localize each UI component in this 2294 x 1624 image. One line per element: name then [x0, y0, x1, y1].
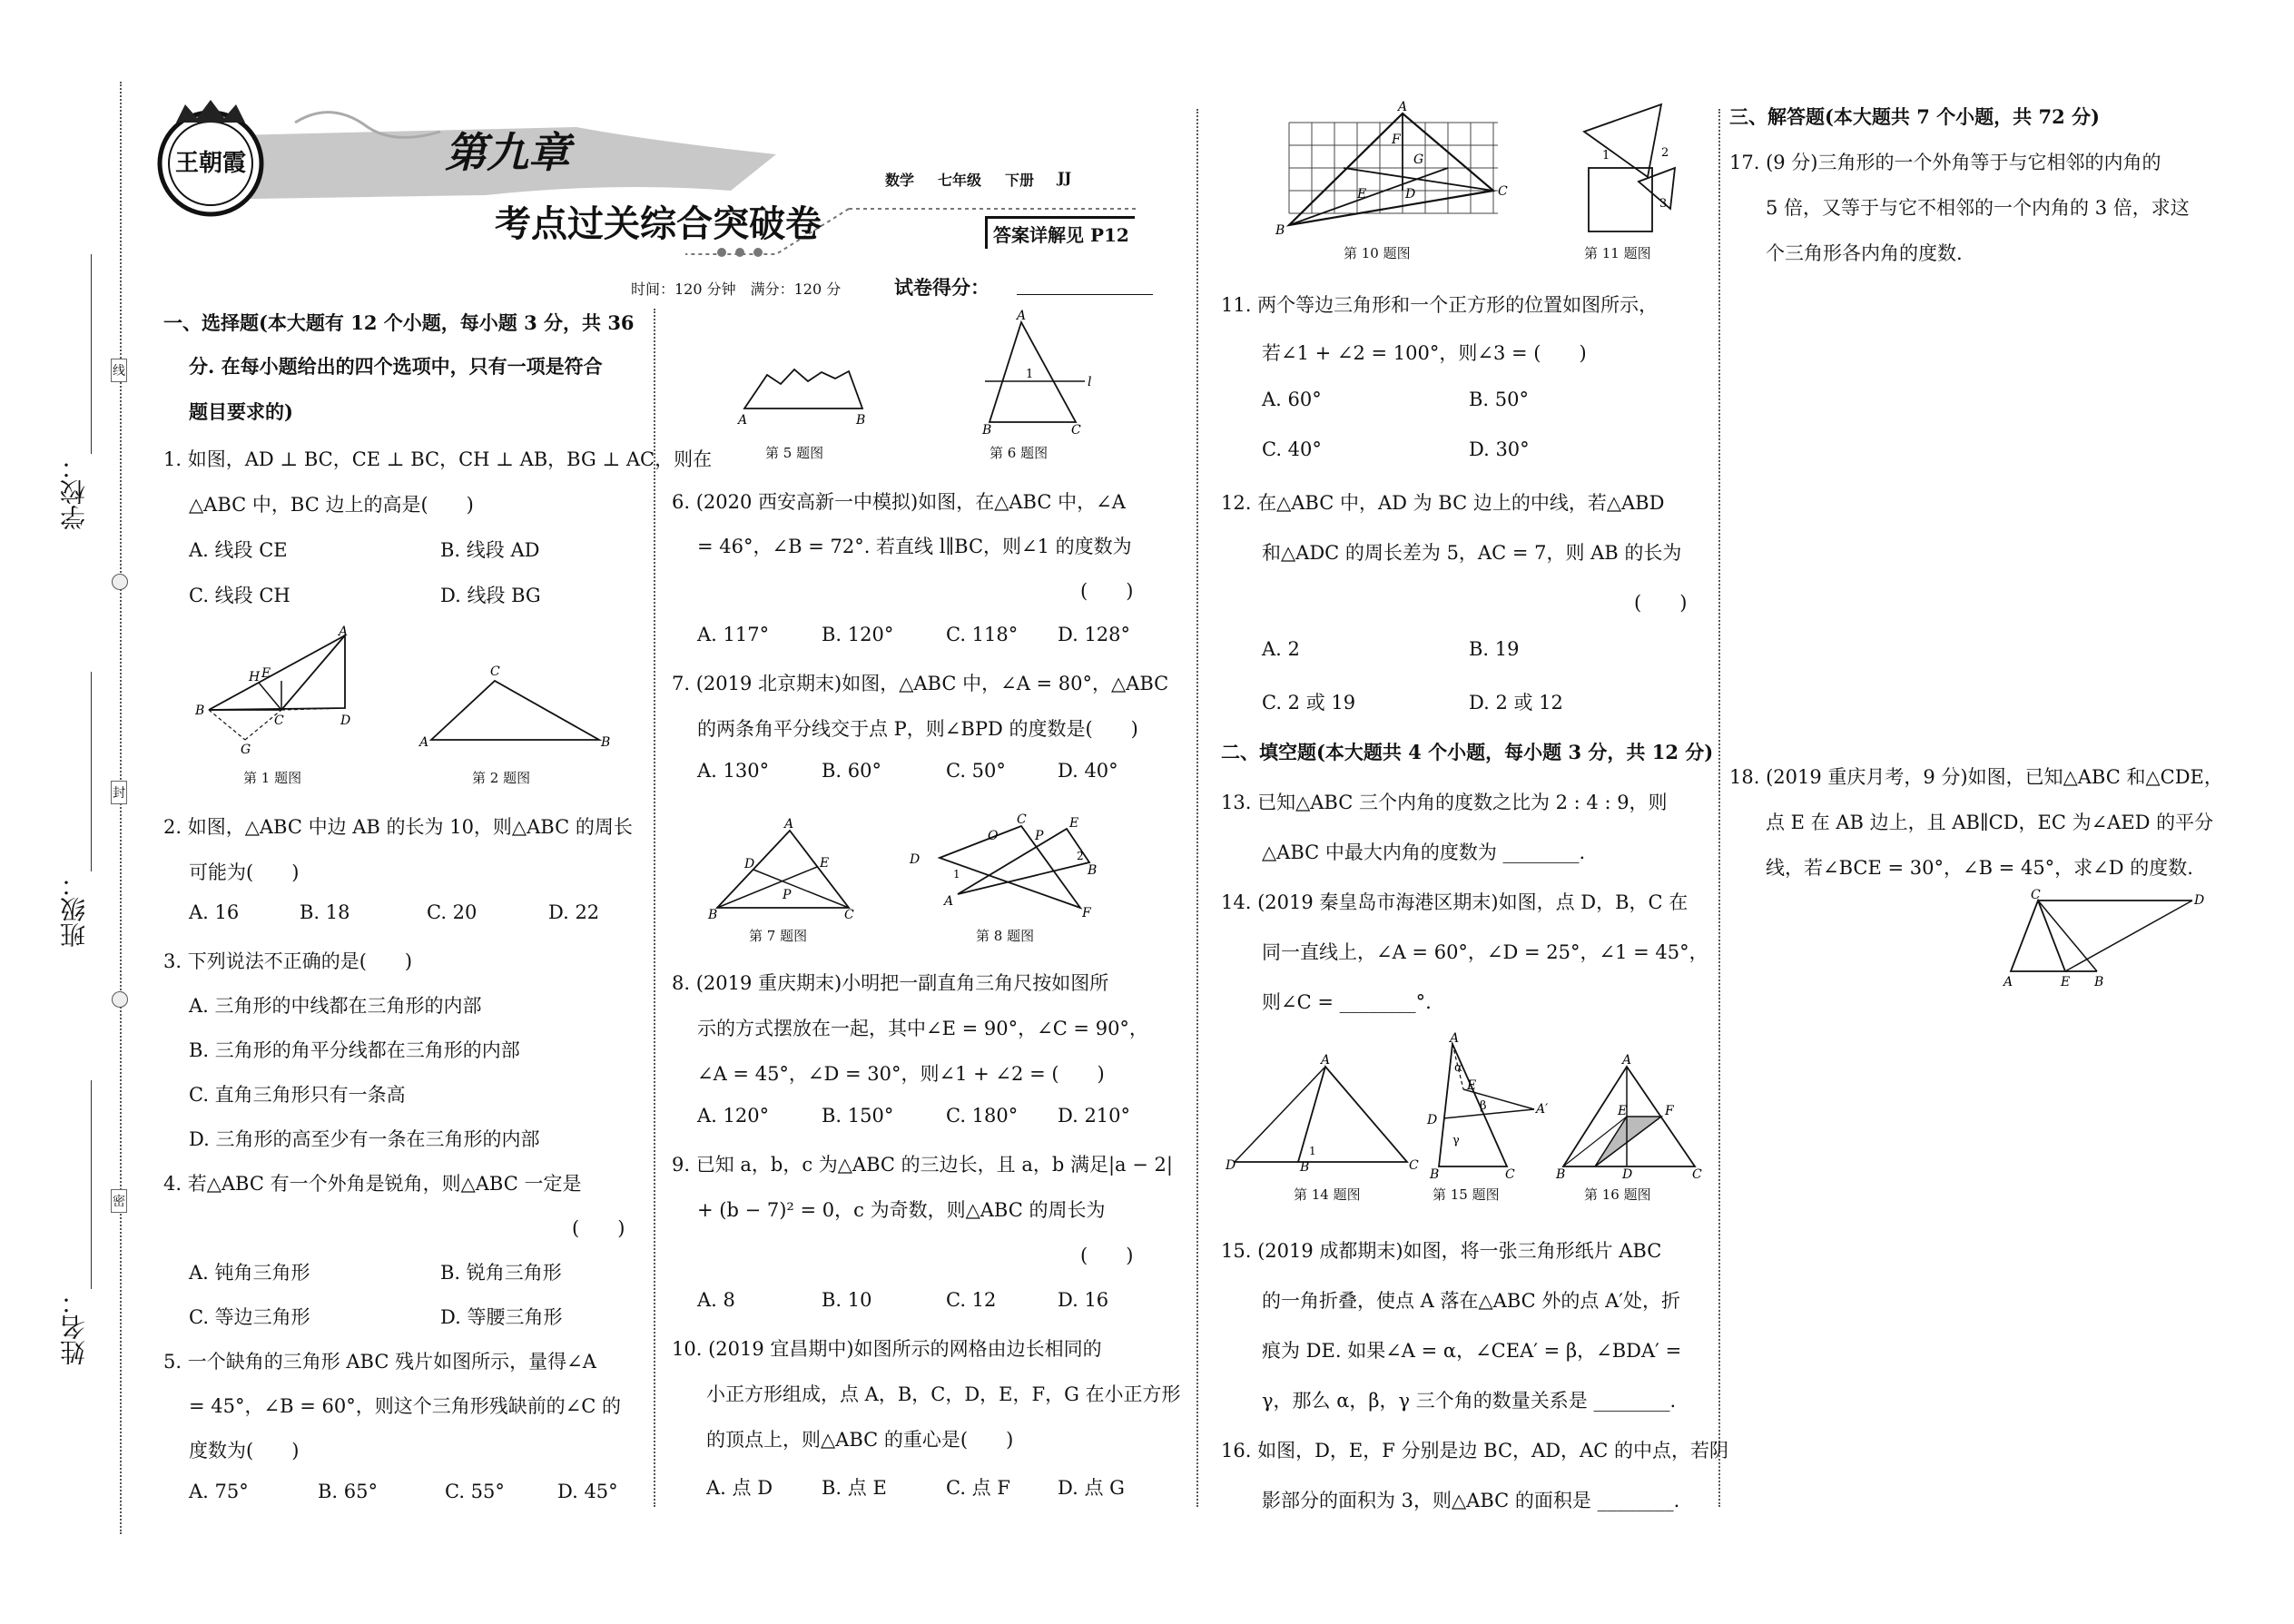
svg-text:C: C — [2031, 888, 2041, 902]
class-label: 班级： — [59, 871, 89, 948]
q4-paren: ( ) — [572, 1217, 625, 1239]
svg-text:2: 2 — [1661, 146, 1669, 160]
q4-option-b: B. 锐角三角形 — [440, 1262, 562, 1284]
q8-option-b: B. 150° — [822, 1105, 894, 1127]
svg-text:2: 2 — [1077, 850, 1084, 862]
sec1-title-l2: 分. 在每小题给出的四个选项中，只有一项是符合 — [189, 355, 603, 378]
svg-text:E: E — [2061, 975, 2071, 989]
q10-l3: 的顶点上，则△ABC 的重心是( ) — [706, 1429, 1014, 1451]
q9-option-b: B. 10 — [822, 1289, 872, 1311]
q12-option-a: A. 2 — [1262, 638, 1300, 660]
figure-q16 — [1554, 1053, 1708, 1180]
figure-q6-caption: 第 6 题图 — [989, 445, 1049, 461]
svg-text:P: P — [1035, 829, 1044, 843]
svg-text:D: D — [1226, 1158, 1236, 1173]
q14-l1: 14. (2019 秦皇岛市海港区期末)如图，点 D，B，C 在 — [1221, 891, 1689, 913]
q7-option-d: D. 40° — [1058, 760, 1118, 782]
time-score: 时间：120 分钟 满分：120 分 — [631, 281, 842, 298]
q10-option-d: D. 点 G — [1058, 1477, 1125, 1499]
q8-option-a: A. 120° — [697, 1105, 770, 1127]
q4-option-c: C. 等边三角形 — [189, 1306, 310, 1328]
svg-text:E: E — [820, 856, 830, 871]
binding-hole-1 — [112, 574, 128, 590]
svg-text:F: F — [1665, 1104, 1674, 1118]
q17-l3: 个三角形各内角的度数. — [1766, 242, 1963, 264]
binding-hole-2 — [112, 991, 128, 1008]
svg-text:A: A — [1622, 1053, 1632, 1068]
q8-l3: ∠A = 45°，∠D = 30°，则∠1 + ∠2 = ( ) — [697, 1063, 1105, 1085]
sec2-title: 二、填空题(本大题共 4 个小题，每小题 3 分，共 12 分) — [1221, 741, 1714, 763]
q8-l1: 8. (2019 重庆期末)小明把一副直角三角尺按如图所 — [672, 972, 1109, 994]
q5-option-a: A. 75° — [189, 1481, 249, 1502]
q5-l3: 度数为( ) — [189, 1440, 300, 1462]
figure-q11 — [1580, 100, 1679, 236]
q9-l1: 9. 已知 a，b，c 为△ABC 的三边长，且 a，b 满足|a − 2| — [672, 1154, 1173, 1176]
svg-text:1: 1 — [953, 868, 960, 881]
figure-q8 — [908, 812, 1108, 921]
figure-q5 — [731, 359, 876, 431]
svg-text:C: C — [844, 908, 854, 922]
svg-text:D: D — [1405, 187, 1416, 202]
q6-option-a: A. 117° — [697, 624, 770, 645]
tags-row — [885, 169, 1071, 190]
binding-dotted-line — [120, 82, 122, 1534]
svg-text:D: D — [1622, 1167, 1633, 1182]
q8-option-c: C. 180° — [946, 1105, 1019, 1127]
figure-q7-caption: 第 7 题图 — [749, 928, 808, 944]
svg-text:E: E — [1618, 1104, 1628, 1118]
svg-text:A: A — [2004, 975, 2013, 989]
answer-reference: 答案详解见 P12 — [985, 216, 1135, 249]
sec1-title-l1: 一、选择题(本大题有 12 个小题，每小题 3 分，共 36 — [163, 311, 635, 334]
paper-title: 考点过关综合突破卷 — [495, 202, 822, 245]
q3-option-a: A. 三角形的中线都在三角形的内部 — [189, 995, 482, 1017]
q10-l2: 小正方形组成，点 A，B，C，D，E，F，G 在小正方形 — [706, 1383, 1181, 1405]
figure-q6 — [971, 309, 1098, 436]
q7-l1: 7. (2019 北京期末)如图，△ABC 中，∠A = 80°，△ABC — [672, 673, 1169, 694]
chapter-title: 第九章 — [445, 128, 570, 177]
figure-q14 — [1226, 1053, 1419, 1175]
svg-text:B: B — [601, 735, 611, 750]
q4-option-d: D. 等腰三角形 — [440, 1306, 563, 1328]
svg-text:A: A — [1321, 1053, 1331, 1068]
q5-option-c: C. 55° — [445, 1481, 505, 1502]
q2-option-b: B. 18 — [300, 901, 350, 923]
q12-paren: ( ) — [1634, 592, 1688, 614]
svg-text:A′: A′ — [1536, 1102, 1549, 1117]
q9-option-a: A. 8 — [697, 1289, 735, 1311]
q6-paren: ( ) — [1080, 580, 1134, 602]
q2-option-a: A. 16 — [189, 901, 240, 923]
q16-l2: 影部分的面积为 3，则△ABC 的面积是 ________. — [1262, 1490, 1680, 1511]
name-label: 姓名： — [59, 1289, 89, 1365]
sec1-title-l3: 题目要求的) — [189, 400, 293, 423]
q9-option-c: C. 12 — [946, 1289, 997, 1311]
q2-option-c: C. 20 — [427, 901, 478, 923]
q3-l1: 3. 下列说法不正确的是( ) — [163, 950, 413, 972]
q6-l2: = 46°，∠B = 72°. 若直线 l∥BC，则∠1 的度数为 — [697, 536, 1132, 557]
q1-l2: △ABC 中，BC 边上的高是( ) — [189, 494, 474, 516]
svg-text:B: B — [195, 704, 205, 718]
q18-l3: 线，若∠BCE = 30°，∠B = 45°，求∠D 的度数. — [1766, 857, 2193, 879]
q2-l1: 2. 如图，△ABC 中边 AB 的长为 10，则△ABC 的周长 — [163, 816, 633, 838]
svg-text:王朝霞: 王朝霞 — [174, 150, 247, 177]
svg-text:E: E — [1467, 1078, 1477, 1093]
tag-grade: 七年级 — [938, 172, 982, 189]
q12-l1: 12. 在△ABC 中，AD 为 BC 边上的中线，若△ABD — [1221, 492, 1665, 514]
q5-option-d: D. 45° — [557, 1481, 618, 1502]
svg-text:B: B — [856, 413, 866, 428]
figure-q11-caption: 第 11 题图 — [1584, 245, 1651, 261]
q12-option-c: C. 2 或 19 — [1262, 692, 1356, 714]
svg-text:A: A — [1398, 100, 1408, 114]
q12-option-b: B. 19 — [1469, 638, 1520, 660]
q8-option-d: D. 210° — [1058, 1105, 1131, 1127]
svg-text:C: C — [1498, 184, 1508, 199]
svg-text:1: 1 — [1026, 368, 1034, 381]
seal-mark-seal: 封 — [111, 781, 127, 804]
svg-text:F: F — [1392, 133, 1401, 147]
column-separator-1 — [654, 309, 655, 1507]
q9-paren: ( ) — [1080, 1245, 1134, 1266]
sec3-title: 三、解答题(本大题共 7 个小题，共 72 分) — [1729, 105, 2100, 128]
svg-text:E: E — [1357, 187, 1367, 202]
tag-volume: 下册 — [1005, 172, 1035, 189]
svg-text:G: G — [241, 743, 251, 757]
figure-q10 — [1271, 100, 1507, 236]
q1-option-b: B. 线段 AD — [440, 539, 540, 561]
q17-l2: 5 倍，又等于与它不相邻的一个内角的 3 倍，求这 — [1766, 197, 2190, 219]
paper-score-blank — [1017, 294, 1153, 295]
figure-q2 — [418, 663, 617, 753]
q12-l2: 和△ADC 的周长差为 5，AC = 7，则 AB 的长为 — [1262, 542, 1682, 564]
svg-text:B: B — [1088, 863, 1098, 878]
svg-text:1: 1 — [1309, 1145, 1316, 1157]
svg-text:B: B — [1430, 1167, 1440, 1182]
svg-text:D: D — [910, 852, 921, 867]
svg-text:C: C — [1692, 1167, 1702, 1182]
q11-l1: 11. 两个等边三角形和一个正方形的位置如图所示， — [1221, 294, 1659, 316]
q14-l3: 则∠C = ________°. — [1262, 991, 1432, 1013]
svg-text:B: B — [1300, 1160, 1310, 1175]
publisher-logo — [156, 100, 265, 218]
q4-option-a: A. 钝角三角形 — [189, 1262, 310, 1284]
q13-l2: △ABC 中最大内角的度数为 ________. — [1262, 842, 1586, 863]
figure-q15-caption: 第 15 题图 — [1433, 1186, 1500, 1203]
svg-text:G: G — [1413, 153, 1424, 167]
q18-l2: 点 E 在 AB 边上，且 AB∥CD，EC 为∠AED 的平分 — [1766, 812, 2214, 833]
svg-text:D: D — [2194, 893, 2205, 908]
school-label: 学校： — [59, 454, 89, 530]
q14-l2: 同一直线上，∠A = 60°，∠D = 25°，∠1 = 45°， — [1262, 941, 1708, 963]
q1-option-d: D. 线段 BG — [440, 585, 541, 606]
column-separator-3 — [1718, 109, 1720, 1507]
q4-l1: 4. 若△ABC 有一个外角是锐角，则△ABC 一定是 — [163, 1173, 582, 1195]
figure-q1-caption: 第 1 题图 — [243, 770, 302, 786]
q6-option-d: D. 128° — [1058, 624, 1131, 645]
figure-q5-caption: 第 5 题图 — [765, 445, 824, 461]
svg-text:E: E — [1069, 816, 1079, 831]
tag-subject: 数学 — [885, 172, 915, 189]
q7-option-b: B. 60° — [822, 760, 882, 782]
figure-q8-caption: 第 8 题图 — [976, 928, 1035, 944]
svg-text:γ: γ — [1452, 1134, 1460, 1147]
figure-q14-caption: 第 14 题图 — [1294, 1186, 1361, 1203]
q10-option-c: C. 点 F — [946, 1477, 1010, 1499]
class-line — [91, 672, 92, 871]
column-separator-2 — [1196, 109, 1198, 1507]
q11-option-c: C. 40° — [1262, 438, 1322, 460]
q15-l3: 痕为 DE. 如果∠A = α，∠CEA′ = β，∠BDA′ = — [1262, 1340, 1682, 1362]
svg-text:E: E — [261, 666, 271, 681]
q17-l1: 17. (9 分)三角形的一个外角等于与它相邻的内角的 — [1729, 152, 2161, 173]
q6-option-b: B. 120° — [822, 624, 894, 645]
q1-option-a: A. 线段 CE — [189, 539, 288, 561]
q7-option-a: A. 130° — [697, 760, 770, 782]
svg-text:D: D — [340, 714, 351, 728]
q9-option-d: D. 16 — [1058, 1289, 1109, 1311]
svg-text:F: F — [1082, 906, 1091, 920]
q7-l2: 的两条角平分线交于点 P，则∠BPD 的度数是( ) — [697, 718, 1138, 740]
svg-text:A: A — [944, 894, 954, 909]
svg-text:C: C — [1017, 812, 1027, 827]
seal-mark-line: 线 — [111, 359, 127, 382]
q11-l2: 若∠1 + ∠2 = 100°，则∠3 = ( ) — [1262, 342, 1587, 364]
svg-text:β: β — [1480, 1099, 1487, 1113]
svg-text:B: B — [2094, 975, 2104, 989]
q6-option-c: C. 118° — [946, 624, 1019, 645]
q8-l2: 示的方式摆放在一起，其中∠E = 90°，∠C = 90°， — [697, 1018, 1148, 1039]
q13-l1: 13. 已知△ABC 三个内角的度数之比为 2 : 4 : 9，则 — [1221, 792, 1668, 813]
svg-text:H: H — [249, 670, 261, 684]
tag-edition: JJ — [1058, 169, 1072, 186]
figure-q18 — [1993, 890, 2210, 994]
svg-text:l: l — [1088, 375, 1092, 389]
q2-l2: 可能为( ) — [189, 861, 300, 883]
svg-text:α: α — [1454, 1061, 1462, 1075]
svg-text:D: D — [744, 857, 755, 871]
svg-text:B: B — [1556, 1167, 1566, 1182]
q5-l2: = 45°，∠B = 60°，则这个三角形残缺前的∠C 的 — [189, 1395, 622, 1417]
q11-option-d: D. 30° — [1469, 438, 1530, 460]
q1-option-c: C. 线段 CH — [189, 585, 290, 606]
svg-text:C: C — [1409, 1158, 1419, 1173]
svg-text:A: A — [339, 625, 349, 639]
svg-text:A: A — [738, 413, 748, 428]
q3-option-c: C. 直角三角形只有一条高 — [189, 1084, 406, 1106]
figure-q7 — [708, 817, 862, 921]
name-line — [91, 1080, 92, 1289]
svg-text:C: C — [1505, 1167, 1515, 1182]
svg-text:B: B — [708, 908, 718, 922]
svg-text:O: O — [988, 829, 999, 843]
q11-option-a: A. 60° — [1262, 389, 1322, 410]
figure-q16-caption: 第 16 题图 — [1584, 1186, 1651, 1203]
figure-q1 — [191, 626, 372, 763]
paper-score-label: 试卷得分： — [894, 276, 989, 299]
svg-text:A: A — [1017, 309, 1027, 323]
q5-l1: 5. 一个缺角的三角形 ABC 残片如图所示，量得∠A — [163, 1351, 596, 1373]
svg-text:A: A — [784, 817, 794, 832]
q1-l1: 1. 如图，AD ⊥ BC，CE ⊥ BC，CH ⊥ AB，BG ⊥ AC，则在 — [163, 448, 713, 470]
q3-option-b: B. 三角形的角平分线都在三角形的内部 — [189, 1039, 520, 1061]
svg-text:P: P — [783, 888, 792, 902]
svg-text:B: B — [982, 423, 992, 438]
q5-option-b: B. 65° — [318, 1481, 379, 1502]
q10-l1: 10. (2019 宜昌期中)如图所示的网格由边长相同的 — [672, 1338, 1102, 1360]
q18-l1: 18. (2019 重庆月考，9 分)如图，已知△ABC 和△CDE， — [1729, 766, 2223, 788]
figure-q15 — [1425, 1031, 1549, 1182]
q15-l4: γ，那么 α，β，γ 三个角的数量关系是 ________. — [1262, 1390, 1677, 1412]
svg-text:A: A — [419, 735, 429, 750]
q3-option-d: D. 三角形的高至少有一条在三角形的内部 — [189, 1128, 540, 1150]
seal-mark-secret: 密 — [111, 1189, 127, 1213]
q6-l1: 6. (2020 西安高新一中模拟)如图，在△ABC 中，∠A — [672, 491, 1126, 513]
q11-option-b: B. 50° — [1469, 389, 1530, 410]
svg-text:A: A — [1450, 1031, 1460, 1046]
figure-q10-caption: 第 10 题图 — [1344, 245, 1411, 261]
svg-text:C: C — [274, 714, 284, 728]
svg-text:D: D — [1427, 1113, 1438, 1127]
svg-text:3: 3 — [1659, 197, 1668, 211]
q7-option-c: C. 50° — [946, 760, 1006, 782]
q12-option-d: D. 2 或 12 — [1469, 692, 1563, 714]
q16-l1: 16. 如图，D，E，F 分别是边 BC，AD，AC 的中点，若阴 — [1221, 1440, 1728, 1462]
q15-l2: 的一角折叠，使点 A 落在△ABC 外的点 A′处，折 — [1262, 1290, 1681, 1312]
q2-option-d: D. 22 — [548, 901, 600, 923]
q10-option-b: B. 点 E — [822, 1477, 887, 1499]
svg-text:C: C — [490, 664, 500, 679]
svg-text:C: C — [1071, 423, 1081, 438]
figure-q2-caption: 第 2 题图 — [472, 770, 531, 786]
school-line — [91, 254, 92, 454]
svg-text:1: 1 — [1602, 149, 1610, 162]
q10-option-a: A. 点 D — [706, 1477, 773, 1499]
svg-text:B: B — [1275, 223, 1285, 238]
q15-l1: 15. (2019 成都期末)如图，将一张三角形纸片 ABC — [1221, 1240, 1662, 1262]
q9-l2: + (b − 7)² = 0，c 为奇数，则△ABC 的周长为 — [697, 1199, 1106, 1221]
